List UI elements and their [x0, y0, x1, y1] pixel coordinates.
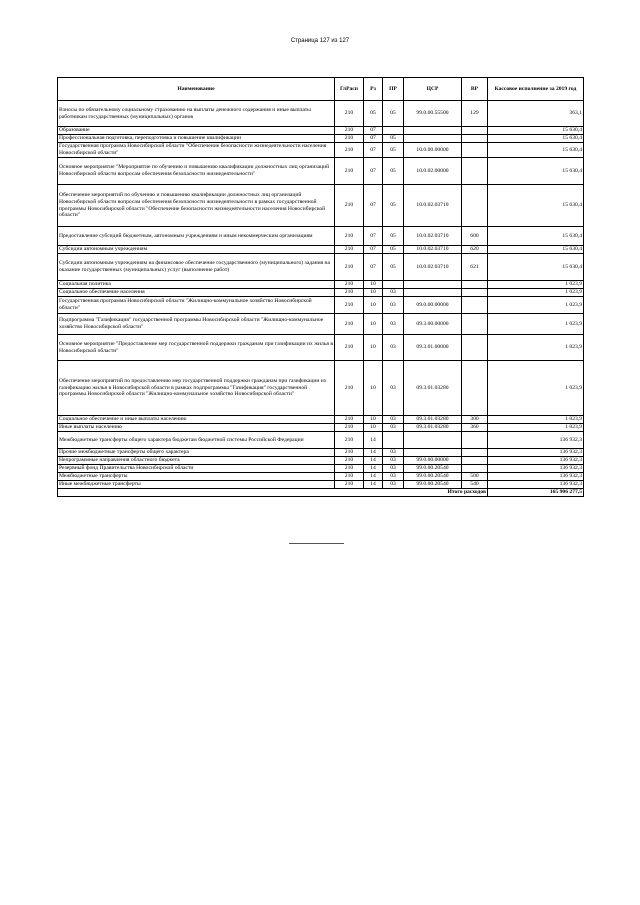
cell-csr: 09.3.01.03280	[404, 361, 462, 416]
cell-vr	[462, 449, 488, 457]
cell-code: 210	[335, 246, 364, 254]
cell-name: Государственная программа Новосибирской области "Жилищно-коммунальное хозяйство Новосибирской области"	[58, 297, 335, 314]
cell-name: Обеспечение мероприятий по предоставлению мер государственной поддержки гражданам при газификации их газификацию жилья в Новосибирской области в рамках подпрограммы "Газификация" государственной программы Новосибирской области "Жилищно-коммунальное хозяйство Новосибирской области"	[58, 361, 335, 416]
cell-amount: 15 630,4	[488, 127, 584, 135]
cell-csr: 99.0.00.20540	[404, 481, 462, 489]
cell-rz: 14	[364, 473, 383, 481]
cell-csr: 99.0.00.20540	[404, 473, 462, 481]
table-row	[58, 143, 584, 158]
cell-vr	[462, 143, 488, 158]
cell-code: 210	[335, 457, 364, 465]
cell-csr: 10.0.02.03710	[404, 254, 462, 281]
table-row	[58, 457, 584, 465]
cell-pr	[383, 127, 404, 135]
cell-amount: 136 932,3	[488, 465, 584, 473]
cell-csr	[404, 289, 462, 297]
cell-amount: 1 023,9	[488, 361, 584, 416]
cell-amount: 363,1	[488, 101, 584, 127]
cell-vr: 540	[462, 481, 488, 489]
cell-vr	[462, 314, 488, 335]
cell-amount: 1 023,9	[488, 416, 584, 424]
cell-name: Предоставление субсидий бюджетным, автономным учреждениям и иным некоммерческим организациям	[58, 227, 335, 246]
cell-name: Прочие межбюджетные трансферты общего характера	[58, 449, 335, 457]
cell-rz: 07	[364, 227, 383, 246]
cell-csr	[404, 449, 462, 457]
table-header-row	[58, 78, 584, 101]
cell-pr: 05	[383, 246, 404, 254]
cell-amount: 15 630,4	[488, 135, 584, 143]
table-row	[58, 335, 584, 361]
cell-pr: 03	[383, 361, 404, 416]
cell-rz: 10	[364, 289, 383, 297]
cell-pr: 03	[383, 457, 404, 465]
cell-amount: 136 932,3	[488, 481, 584, 489]
cell-rz: 10	[364, 335, 383, 361]
cell-csr	[404, 281, 462, 289]
cell-name: Основное мероприятие "Предоставление мер государственной поддержки гражданам при газификации их жилья в Новосибирской области"	[58, 335, 335, 361]
cell-code: 210	[335, 449, 364, 457]
cell-pr: 05	[383, 185, 404, 227]
cell-name: Основное мероприятие "Мероприятие по обучению и повышению квалификации должностных лиц организаций Новосибирской области вопросам обеспечения безопасности жизнедеятельности"	[58, 158, 335, 185]
cell-name: Субсидии автономным учреждениям	[58, 246, 335, 254]
cell-amount: 1 023,9	[488, 314, 584, 335]
cell-name: Межбюджетные трансферты общего характера бюджетам бюджетной системы Российской Федерации	[58, 432, 335, 449]
cell-rz: 07	[364, 158, 383, 185]
cell-name: Непрограммные направления областного бюджета	[58, 457, 335, 465]
table-row	[58, 481, 584, 489]
cell-amount: 1 023,9	[488, 297, 584, 314]
cell-code: 210	[335, 481, 364, 489]
cell-pr: 03	[383, 424, 404, 432]
cell-rz: 07	[364, 135, 383, 143]
table-row	[58, 416, 584, 424]
table-row	[58, 432, 584, 449]
table-row	[58, 449, 584, 457]
cell-amount: 15 630,4	[488, 143, 584, 158]
cell-code: 210	[335, 158, 364, 185]
cell-code: 210	[335, 127, 364, 135]
cell-vr	[462, 335, 488, 361]
cell-csr: 10.0.02.00000	[404, 158, 462, 185]
table-row	[58, 289, 584, 297]
table-row	[58, 473, 584, 481]
cell-code: 210	[335, 416, 364, 424]
cell-name: Обеспечение мероприятий по обучению и повышению квалификации должностных лиц организаций Новосибирской области вопросам обеспечения безопасности жизнедеятельности в рамках государственной программы Новосибирской области "Обеспечение безопасности жизнедеятельности населения Новосибирской области"	[58, 185, 335, 227]
cell-name: Субсидии автономным учреждениям на финансовое обеспечение государственного (муниципального) задания на оказание государственных (муниципальных) услуг (выполнение работ)	[58, 254, 335, 281]
cell-name: Иные выплаты населению	[58, 424, 335, 432]
cell-code: 210	[335, 297, 364, 314]
table-row	[58, 314, 584, 335]
header-vr: ВР	[462, 78, 488, 101]
table-row	[58, 424, 584, 432]
cell-vr	[462, 185, 488, 227]
cell-rz: 14	[364, 449, 383, 457]
footer-divider	[289, 543, 344, 544]
cell-amount: 15 630,4	[488, 158, 584, 185]
cell-name: Социальное обеспечение и иные выплаты населению	[58, 416, 335, 424]
cell-rz: 14	[364, 481, 383, 489]
cell-code: 210	[335, 101, 364, 127]
cell-csr	[404, 432, 462, 449]
cell-rz: 10	[364, 361, 383, 416]
cell-rz: 14	[364, 457, 383, 465]
header-csr: ЦСР	[404, 78, 462, 101]
cell-name: Подпрограмма "Газификация" государственной программы Новосибирской области "Жилищно-коммунальное хозяйство Новосибирской области"	[58, 314, 335, 335]
cell-vr	[462, 457, 488, 465]
cell-pr: 05	[383, 254, 404, 281]
cell-csr: 10.0.02.03710	[404, 246, 462, 254]
cell-vr: 500	[462, 473, 488, 481]
table-row	[58, 101, 584, 127]
cell-amount: 1 023,9	[488, 281, 584, 289]
cell-rz: 14	[364, 432, 383, 449]
table-row	[58, 127, 584, 135]
cell-code: 210	[335, 465, 364, 473]
cell-rz: 07	[364, 143, 383, 158]
cell-vr	[462, 281, 488, 289]
cell-name: Профессиональная подготовка, переподготовка и повышение квалификации	[58, 135, 335, 143]
cell-csr: 09.3.01.03280	[404, 424, 462, 432]
table-row	[58, 254, 584, 281]
cell-csr: 10.0.02.03710	[404, 227, 462, 246]
cell-rz: 10	[364, 297, 383, 314]
cell-amount: 136 932,3	[488, 457, 584, 465]
cell-rz: 05	[364, 101, 383, 127]
cell-vr: 620	[462, 246, 488, 254]
cell-vr	[462, 135, 488, 143]
header-pr: ПР	[383, 78, 404, 101]
cell-amount: 1 023,9	[488, 289, 584, 297]
cell-code: 210	[335, 281, 364, 289]
cell-code: 210	[335, 361, 364, 416]
cell-name: Резервный фонд Правительства Новосибирской области	[58, 465, 335, 473]
table-row	[58, 227, 584, 246]
cell-csr: 09.0.00.00000	[404, 297, 462, 314]
cell-pr: 03	[383, 465, 404, 473]
cell-code: 210	[335, 432, 364, 449]
cell-rz: 07	[364, 254, 383, 281]
cell-code: 210	[335, 314, 364, 335]
table-row	[58, 158, 584, 185]
cell-vr: 360	[462, 424, 488, 432]
cell-code: 210	[335, 473, 364, 481]
cell-vr: 129	[462, 101, 488, 127]
table-body	[58, 101, 584, 497]
cell-amount: 15 630,4	[488, 227, 584, 246]
cell-csr: 99.0.00.55500	[404, 101, 462, 127]
cell-name: Социальное обеспечение населения	[58, 289, 335, 297]
cell-rz: 07	[364, 246, 383, 254]
header-rz: Рз	[364, 78, 383, 101]
cell-pr	[383, 432, 404, 449]
cell-vr	[462, 465, 488, 473]
cell-csr: 09.3.01.03280	[404, 416, 462, 424]
table-row	[58, 297, 584, 314]
cell-csr	[404, 127, 462, 135]
cell-amount: 136 932,3	[488, 473, 584, 481]
cell-rz: 10	[364, 314, 383, 335]
cell-amount: 15 630,4	[488, 185, 584, 227]
cell-pr	[383, 281, 404, 289]
cell-csr: 10.0.00.00000	[404, 143, 462, 158]
cell-code: 210	[335, 227, 364, 246]
expenditure-table	[57, 77, 584, 497]
cell-vr	[462, 158, 488, 185]
cell-rz: 07	[364, 127, 383, 135]
table-row	[58, 361, 584, 416]
cell-amount: 136 932,3	[488, 432, 584, 449]
page-number-header: Страница 127 из 127	[290, 38, 350, 44]
cell-pr: 03	[383, 335, 404, 361]
cell-amount: 15 630,4	[488, 254, 584, 281]
cell-name: Государственная программа Новосибирской области "Обеспечение безопасности жизнедеятельности населения Новосибирской области"	[58, 143, 335, 158]
cell-name: Межбюджетные трансферты	[58, 473, 335, 481]
header-name: Наименование	[58, 78, 335, 101]
table-row	[58, 246, 584, 254]
cell-vr	[462, 361, 488, 416]
cell-pr: 05	[383, 101, 404, 127]
cell-pr: 03	[383, 473, 404, 481]
table-row	[58, 465, 584, 473]
cell-amount: 1 023,9	[488, 424, 584, 432]
total-label: Итого расходов	[58, 489, 488, 497]
cell-name: Иные межбюджетные трансферты	[58, 481, 335, 489]
cell-pr: 03	[383, 314, 404, 335]
cell-amount: 15 630,4	[488, 246, 584, 254]
cell-csr: 99.0.00.20540	[404, 465, 462, 473]
cell-pr: 03	[383, 289, 404, 297]
cell-vr: 600	[462, 227, 488, 246]
cell-pr: 03	[383, 416, 404, 424]
cell-csr: 10.0.02.03710	[404, 185, 462, 227]
cell-code: 210	[335, 335, 364, 361]
cell-pr: 03	[383, 449, 404, 457]
table-row	[58, 185, 584, 227]
total-amount: 165 906 277,5	[488, 489, 584, 497]
cell-rz: 10	[364, 281, 383, 289]
cell-pr: 03	[383, 297, 404, 314]
table-row	[58, 281, 584, 289]
cell-code: 210	[335, 289, 364, 297]
cell-rz: 10	[364, 416, 383, 424]
cell-vr	[462, 432, 488, 449]
cell-csr: 09.3.01.00000	[404, 335, 462, 361]
cell-amount: 136 932,3	[488, 449, 584, 457]
cell-name: Социальная политика	[58, 281, 335, 289]
cell-pr: 03	[383, 481, 404, 489]
cell-code: 210	[335, 135, 364, 143]
cell-rz: 07	[364, 185, 383, 227]
cell-csr: 99.0.00.00000	[404, 457, 462, 465]
cell-vr	[462, 297, 488, 314]
cell-csr	[404, 135, 462, 143]
cell-vr: 621	[462, 254, 488, 281]
cell-rz: 10	[364, 424, 383, 432]
cell-code: 210	[335, 185, 364, 227]
cell-pr: 05	[383, 227, 404, 246]
cell-vr: 300	[462, 416, 488, 424]
cell-pr: 05	[383, 135, 404, 143]
cell-name: Образование	[58, 127, 335, 135]
header-code: ГлРасп	[335, 78, 364, 101]
cell-name: Взносы по обязательному социальному страхованию на выплаты денежного содержания и иные выплаты работникам государственных (муниципальных) органов	[58, 101, 335, 127]
cell-vr	[462, 289, 488, 297]
cell-rz: 14	[364, 465, 383, 473]
cell-code: 210	[335, 143, 364, 158]
cell-code: 210	[335, 424, 364, 432]
cell-amount: 1 023,9	[488, 335, 584, 361]
cell-code: 210	[335, 254, 364, 281]
cell-csr: 09.3.00.00000	[404, 314, 462, 335]
total-row	[58, 489, 584, 497]
cell-pr: 05	[383, 158, 404, 185]
header-amount: Кассовое исполнение за 2019 год	[488, 78, 584, 101]
cell-pr: 05	[383, 143, 404, 158]
cell-vr	[462, 127, 488, 135]
table-row	[58, 135, 584, 143]
